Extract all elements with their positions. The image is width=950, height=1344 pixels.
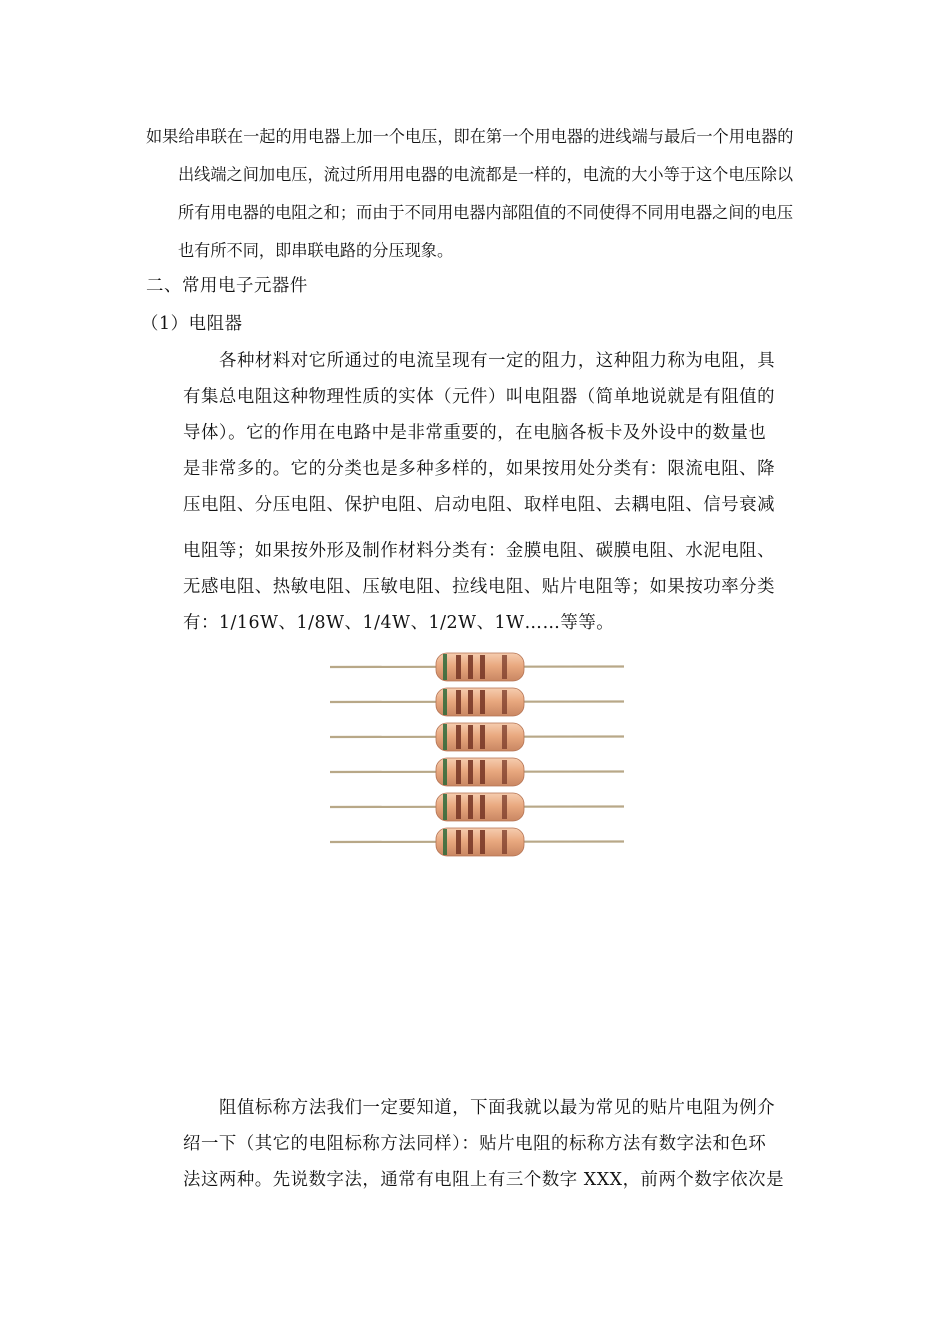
resistor-band	[502, 760, 507, 784]
resistor-band	[480, 760, 485, 784]
intro-line-4: 也有所不同，即串联电路的分压现象。	[178, 241, 454, 260]
resistor-band	[456, 795, 461, 819]
intro-line-2: 出线端之间加电压，流过所用用电器的电流都是一样的，电流的大小等于这个电压除以	[178, 165, 794, 184]
resistor-band	[443, 759, 447, 785]
resistor-band	[502, 795, 507, 819]
resistor-band	[456, 830, 461, 854]
section-heading: 二、常用电子元器件	[146, 276, 308, 296]
resistor-band	[443, 689, 447, 715]
resistor-band	[468, 830, 473, 854]
resistor-band	[480, 795, 485, 819]
resistor-line-4: 是非常多的。它的分类也是多种多样的，如果按用处分类有：限流电阻、降	[183, 459, 776, 479]
resistor-line-2: 有集总电阻这种物理性质的实体（元件）叫电阻器（简单地说就是有阻值的	[183, 387, 776, 407]
closing-line-1: 阻值标称方法我们一定要知道，下面我就以最为常见的贴片电阻为例介	[219, 1098, 776, 1118]
resistor-line-6: 电阻等；如果按外形及制作材料分类有：金膜电阻、碳膜电阻、水泥电阻、	[183, 541, 776, 561]
resistor-band	[443, 724, 447, 750]
intro-line-1: 如果给串联在一起的用电器上加一个电压，即在第一个用电器的进线端与最后一个用电器的	[146, 127, 794, 146]
resistor-band	[468, 760, 473, 784]
resistor-line-5: 压电阻、分压电阻、保护电阻、启动电阻、取样电阻、去耦电阻、信号衰减	[183, 495, 776, 515]
resistor	[330, 653, 624, 681]
resistor-line-7: 无感电阻、热敏电阻、压敏电阻、拉线电阻、贴片电阻等；如果按功率分类	[183, 577, 776, 597]
resistor-band	[468, 725, 473, 749]
resistor-band	[502, 655, 507, 679]
resistor-line-3: 导体）。它的作用在电路中是非常重要的，在电脑各板卡及外设中的数量也	[183, 423, 767, 443]
resistors-image	[326, 645, 628, 863]
resistor-line-1: 各种材料对它所通过的电流呈现有一定的阻力，这种阻力称为电阻，具	[219, 351, 776, 371]
resistor-band	[502, 830, 507, 854]
resistor-band	[468, 690, 473, 714]
resistor-line-8: 有：1/16W、1/8W、1/4W、1/2W、1W……等等。	[183, 613, 615, 633]
resistor-band	[502, 690, 507, 714]
resistor-band	[456, 655, 461, 679]
resistor-band	[456, 760, 461, 784]
resistor	[330, 758, 624, 786]
resistor-band	[468, 655, 473, 679]
resistor-band	[456, 725, 461, 749]
resistor-band	[443, 829, 447, 855]
subsection-heading: （1）电阻器	[141, 314, 243, 334]
resistor-band	[480, 690, 485, 714]
resistor-band	[480, 655, 485, 679]
resistor	[330, 793, 624, 821]
resistor-band	[480, 830, 485, 854]
resistor-band	[480, 725, 485, 749]
resistor	[330, 723, 624, 751]
resistor	[330, 828, 624, 856]
resistor-band	[443, 794, 447, 820]
resistor	[330, 688, 624, 716]
resistor-band	[443, 654, 447, 680]
resistor-band	[502, 725, 507, 749]
closing-line-2: 绍一下（其它的电阻标称方法同样）：贴片电阻的标称方法有数字法和色环	[183, 1134, 767, 1154]
resistor-band	[468, 795, 473, 819]
intro-line-3: 所有用电器的电阻之和；而由于不同用电器内部阻值的不同使得不同用电器之间的电压	[178, 203, 794, 222]
closing-line-3: 法这两种。先说数字法，通常有电阻上有三个数字 XXX，前两个数字依次是	[183, 1170, 785, 1190]
resistor-band	[456, 690, 461, 714]
